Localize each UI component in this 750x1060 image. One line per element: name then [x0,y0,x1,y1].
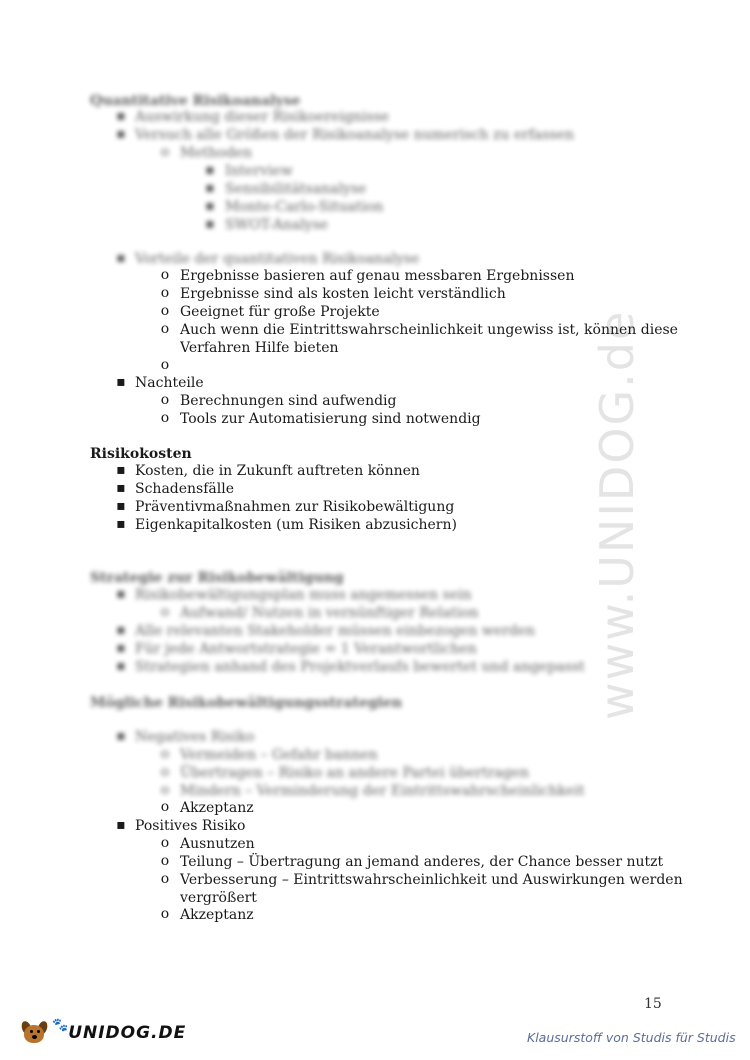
list-item: Auswirkung dieser Risikoereignisse [135,109,390,125]
bullet-square-icon: ▪ [116,658,126,674]
list-item: SWOT-Analyse [225,217,329,233]
list-item: Kosten, die in Zukunft auftreten können [135,463,420,479]
bullet-square-icon: ▪ [116,250,126,266]
list-item: Präventivmaßnahmen zur Risikobewältigung [135,499,455,515]
bullet-square-icon: ▪ [116,498,126,514]
list-item: Eigenkapitalkosten (um Risiken abzusichern) [135,517,457,533]
list-item: Teilung – Übertragung an jemand anderes, der Chance besser nutzt [180,854,664,870]
list-item: Vorteile der quantitativen Risikoanalyse [135,251,420,267]
bullet-circle-icon: o [160,871,170,887]
page-number: 15 [644,996,662,1012]
bullet-circle-icon: o [160,357,170,373]
list-item: Interview [225,163,293,179]
dog-mascot-icon [20,1017,52,1049]
bullet-square-icon: ▪ [116,126,126,142]
bullet-square-icon: ▪ [205,180,215,196]
bullet-square-icon: ▪ [116,817,126,833]
bullet-square-icon: ▪ [116,462,126,478]
bullet-circle-icon: o [160,410,170,426]
bullet-square-icon: ▪ [116,374,126,390]
bullet-square-icon: ▪ [205,198,215,214]
bullet-circle-icon: o [160,321,170,337]
list-item: Ergebnisse sind als kosten leicht verständlich [180,286,506,302]
list-item: Akzeptanz [180,907,254,923]
list-item-continuation: vergrößert [180,890,257,906]
list-item: Strategien anhand des Projektverlaufs bewertet und angepasst [135,659,585,675]
list-item: Alle relevanten Stakeholder müssen einbezogen werden [135,623,536,639]
footer-tagline: Klausurstoff von Studis für Studis [527,1030,736,1045]
paw-icon: 🐾 [52,1017,69,1033]
list-item: Positives Risiko [135,818,246,834]
bullet-circle-icon: o [160,782,170,798]
bullet-circle-icon: o [160,392,170,408]
list-item: Risikobewältigungsplan muss angemessen sein [135,587,472,603]
list-item: Verbesserung – Eintrittswahrscheinlichkeit und Auswirkungen werden [180,872,683,888]
bullet-circle-icon: o [160,853,170,869]
list-item: Sensibilitätsanalyse [225,181,367,197]
bullet-circle-icon: o [160,144,170,160]
list-item: Versuch alle Größen der Risikoanalyse numerisch zu erfassen [135,127,575,143]
list-item: Aufwand/ Nutzen in vernünftiger Relation [180,605,479,621]
section-heading: Mögliche Risikobewältigungsstrategien [90,695,403,711]
list-item: Ergebnisse basieren auf genau messbaren Ergebnissen [180,268,575,284]
bullet-square-icon: ▪ [116,108,126,124]
list-item: Negatives Risiko [135,729,255,745]
bullet-square-icon: ▪ [116,622,126,638]
list-item: Nachteile [135,375,204,391]
bullet-square-icon: ▪ [205,216,215,232]
bullet-square-icon: ▪ [116,640,126,656]
list-item-continuation: Verfahren Hilfe bieten [180,340,339,356]
bullet-circle-icon: o [160,604,170,620]
list-item: Auch wenn die Eintrittswahrscheinlichkeit ungewiss ist, können diese [180,322,678,338]
list-item: Akzeptanz [180,800,254,816]
bullet-circle-icon: o [160,303,170,319]
list-item: Berechnungen sind aufwendig [180,393,397,409]
section-heading: Quantitative Risikoanalyse [90,93,301,109]
list-item: Schadensfälle [135,481,235,497]
list-item: Mindern – Verminderung der Eintrittswahrscheinlichkeit [180,783,585,799]
bullet-circle-icon: o [160,285,170,301]
list-item: Tools zur Automatisierung sind notwendig [180,411,481,427]
bullet-circle-icon: o [160,267,170,283]
bullet-circle-icon: o [160,746,170,762]
bullet-circle-icon: o [160,764,170,780]
list-item: Geeignet für große Projekte [180,304,380,320]
list-item: Übertragen – Risiko an andere Partei übertragen [180,765,530,781]
bullet-square-icon: ▪ [116,728,126,744]
section-heading: Strategie zur Risikobewältigung [90,570,344,586]
section-heading: Risikokosten [90,446,192,462]
bullet-circle-icon: o [160,799,170,815]
bullet-circle-icon: o [160,906,170,922]
list-item: Ausnutzen [180,836,255,852]
logo-text: UNIDOG.DE [68,1023,187,1043]
watermark: www.UNIDOG.de [590,309,644,720]
bullet-circle-icon: o [160,835,170,851]
bullet-square-icon: ▪ [116,586,126,602]
bullet-square-icon: ▪ [116,480,126,496]
list-item: Monte-Carlo-Situation [225,199,384,215]
unidog-logo [20,1015,186,1051]
bullet-square-icon: ▪ [116,516,126,532]
list-item: Methoden [180,145,252,161]
bullet-square-icon: ▪ [205,162,215,178]
list-item: Für jede Antwortstrategie = 1 Verantwortlichen [135,641,477,657]
list-item: Vermeiden – Gefahr bannen [180,747,378,763]
